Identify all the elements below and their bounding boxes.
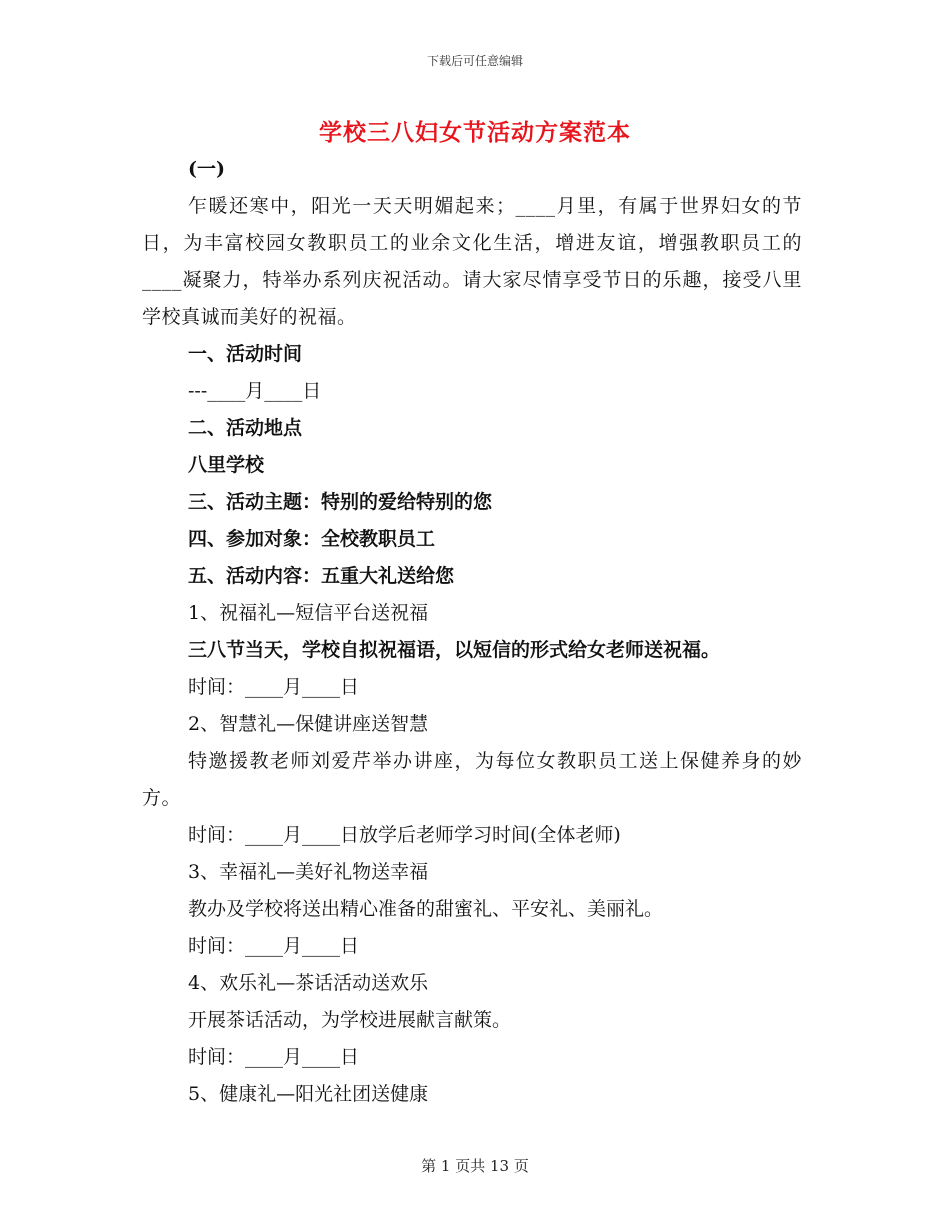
item-2-time: 时间：____月____日放学后老师学习时间(全体老师) — [188, 824, 621, 846]
item-4-title: 4、欢乐礼—茶话活动送欢乐 — [188, 972, 429, 994]
item-5-title: 5、健康礼—阳光社团送健康 — [188, 1083, 429, 1105]
intro-paragraph: 乍暖还寒中，阳光一天天明媚起来；____月里，有属于世界妇女的节日，为丰富校园女教职员工的业余文化生活，增进友谊，增强教职员工的____凝聚力，特举办系列庆祝活动。请大家尽情享受节日的乐趣，接受八里学校真诚而美好的祝福。 — [142, 195, 802, 328]
page-header-note: 下载后可任意编辑 — [426, 54, 523, 68]
item-2-title: 2、智慧礼—保健讲座送智慧 — [188, 713, 429, 735]
document-body — [142, 151, 802, 1113]
page-number: 第 1 页共 13 页 — [421, 1157, 529, 1175]
place-value: 八里学校 — [188, 454, 265, 476]
item-3-time: 时间：____月____日 — [188, 935, 360, 957]
item-4-time: 时间：____月____日 — [188, 1046, 360, 1068]
item-1-desc: 三八节当天，学校自拟祝福语，以短信的形式给女老师送祝福。 — [188, 639, 721, 661]
item-1-time: 时间：____月____日 — [188, 676, 360, 698]
place-heading: 二、活动地点 — [188, 417, 303, 439]
item-3-desc: 教办及学校将送出精心准备的甜蜜礼、平安礼、美丽礼。 — [188, 898, 664, 920]
item-2-desc: 特邀援教老师刘爱芹举办讲座，为每位女教职员工送上保健养身的妙方。 — [142, 750, 802, 809]
time-heading: 一、活动时间 — [188, 343, 303, 365]
participants-line: 四、参加对象：全校教职员工 — [188, 528, 436, 550]
item-1-title: 1、祝福礼—短信平台送祝福 — [188, 602, 429, 624]
item-3-title: 3、幸福礼—美好礼物送幸福 — [188, 861, 429, 883]
document-title: 学校三八妇女节活动方案范本 — [319, 119, 631, 146]
theme-line: 三、活动主题：特别的爱给特别的您 — [188, 491, 493, 513]
section-marker: (一) — [188, 158, 225, 180]
item-4-desc: 开展茶话活动，为学校进展献言献策。 — [188, 1009, 512, 1031]
time-value: ---____月____日 — [188, 380, 322, 402]
content-heading: 五、活动内容：五重大礼送给您 — [188, 565, 455, 587]
